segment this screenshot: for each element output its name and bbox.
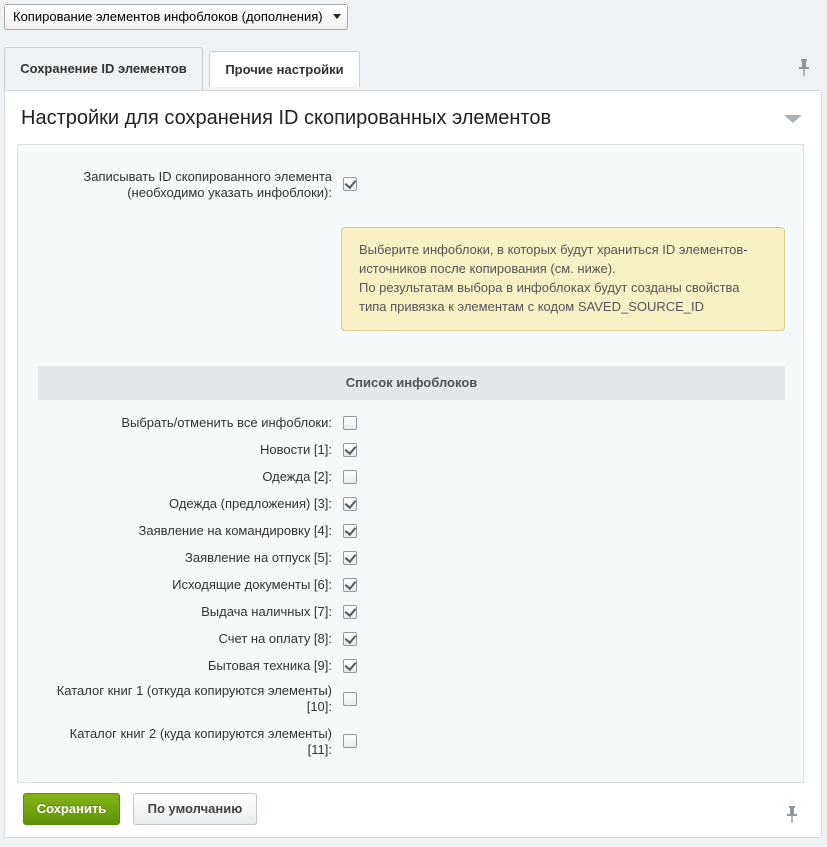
iblock-label: Новости [1]: xyxy=(259,442,332,457)
info-note xyxy=(341,227,785,331)
chevron-down-icon xyxy=(333,14,341,19)
iblock-checkbox[interactable] xyxy=(343,497,357,511)
default-button[interactable]: По умолчанию xyxy=(133,793,257,825)
iblock-label: Бытовая техника [9]: xyxy=(207,658,332,673)
save-id-checkbox[interactable] xyxy=(343,177,357,191)
iblock-label: Выдача наличных [7]: xyxy=(201,604,332,619)
module-select-value: Копирование элементов инфоблоков (дополнения) xyxy=(13,9,323,24)
iblock-label: Счет на оплату [8]: xyxy=(218,631,332,646)
settings-panel xyxy=(4,90,822,838)
pin-icon[interactable] xyxy=(798,59,810,77)
select-all-checkbox[interactable] xyxy=(343,416,357,430)
tab-save-id[interactable] xyxy=(4,47,203,90)
iblock-checkbox[interactable] xyxy=(343,734,357,748)
iblock-label xyxy=(57,683,332,715)
iblock-list-header: Список инфоблоков xyxy=(38,366,785,400)
tab-other-settings[interactable] xyxy=(209,51,360,87)
iblock-label-line: Каталог книг 2 (куда копируются элементы) xyxy=(69,726,332,741)
save-id-label-line1: Записывать ID скопированного элемента xyxy=(83,169,332,184)
save-id-label-line2: (необходимо указать инфоблоки): xyxy=(127,185,332,200)
iblock-label: Исходящие документы [6]: xyxy=(172,577,332,592)
note-line: Выберите инфоблоки, в которых будут храниться ID элементов- xyxy=(359,242,748,257)
iblock-label: Одежда [2]: xyxy=(262,469,332,484)
tab-label: Сохранение ID элементов xyxy=(20,61,187,76)
iblock-checkbox[interactable] xyxy=(343,605,357,619)
collapse-icon[interactable] xyxy=(784,115,802,123)
note-line: По результатам выбора в инфоблоках будут созданы свойства xyxy=(359,280,740,295)
iblock-label xyxy=(70,726,332,758)
tab-label: Прочие настройки xyxy=(225,62,344,77)
note-line: типа привязка к элементам с кодом SAVED_SOURCE_ID xyxy=(359,299,705,314)
iblock-checkbox[interactable] xyxy=(343,692,357,706)
iblock-label: Заявление на отпуск [5]: xyxy=(184,550,332,565)
iblock-label: Одежда (предложения) [3]: xyxy=(169,496,332,511)
iblock-checkbox[interactable] xyxy=(343,443,357,457)
iblock-checkbox[interactable] xyxy=(343,659,357,673)
section-title: Настройки для сохранения ID скопированных элементов xyxy=(21,107,552,129)
select-all-label: Выбрать/отменить все инфоблоки: xyxy=(121,415,332,430)
iblock-checkbox[interactable] xyxy=(343,470,357,484)
save-id-label xyxy=(83,169,332,201)
iblock-checkbox[interactable] xyxy=(343,524,357,538)
iblock-label-line: [11]: xyxy=(307,742,332,757)
iblock-label: Заявление на командировку [4]: xyxy=(138,523,332,538)
pin-icon[interactable] xyxy=(786,806,798,824)
iblock-checkbox[interactable] xyxy=(343,578,357,592)
iblock-checkbox[interactable] xyxy=(343,632,357,646)
module-select[interactable] xyxy=(4,4,348,30)
iblock-label-line: Каталог книг 1 (откуда копируются элементы) xyxy=(56,683,332,698)
iblock-label-line: [10]: xyxy=(306,699,332,714)
save-button[interactable]: Сохранить xyxy=(23,793,120,825)
iblock-checkbox[interactable] xyxy=(343,551,357,565)
settings-form xyxy=(17,144,804,783)
note-line: источников после копирования (см. ниже). xyxy=(359,261,616,276)
